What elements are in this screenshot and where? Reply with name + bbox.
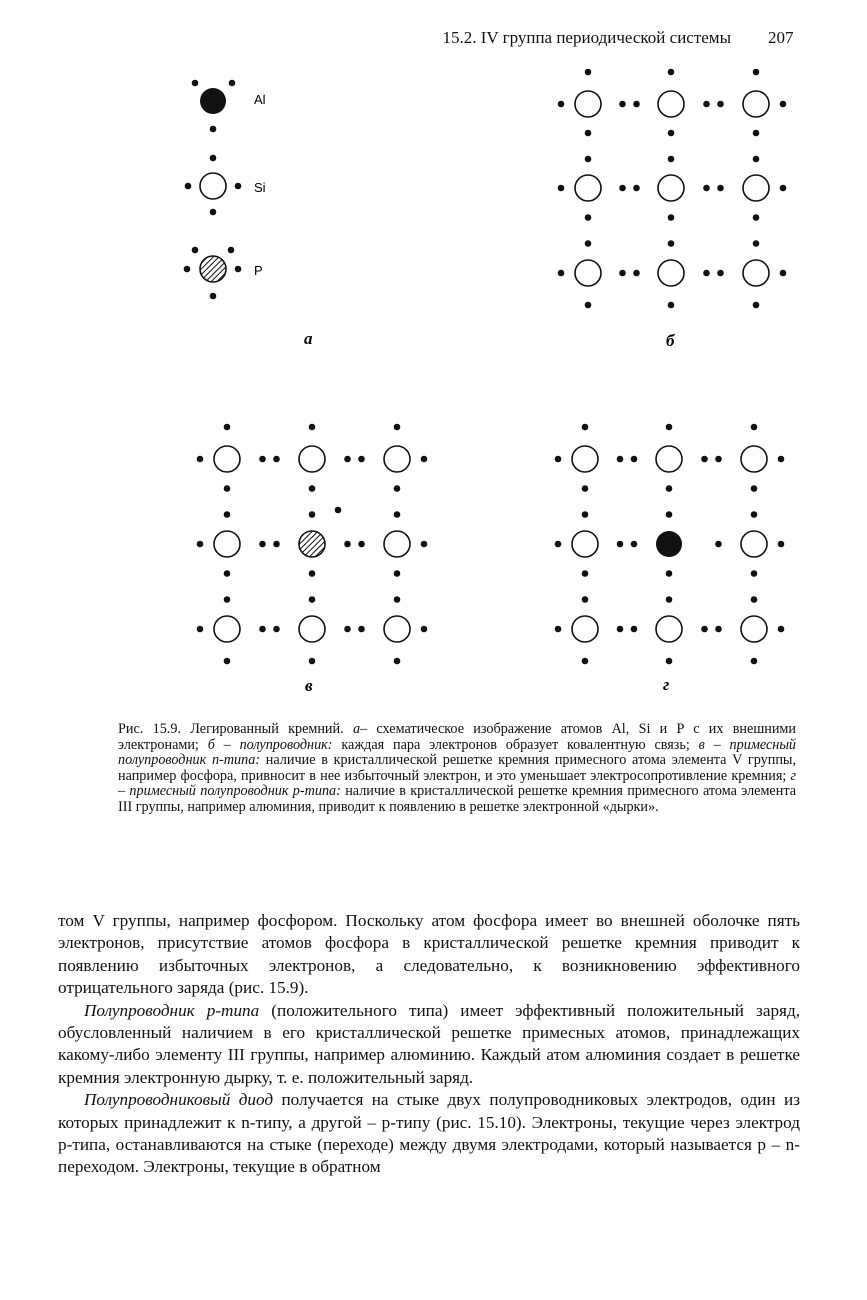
electron-dot xyxy=(555,626,562,633)
silicon-atom xyxy=(743,91,769,117)
electron-dot xyxy=(259,456,266,463)
electron-dot xyxy=(617,626,624,633)
silicon-atom xyxy=(656,446,682,472)
panel-a-atoms xyxy=(184,80,242,300)
electron-dot xyxy=(192,247,199,254)
silicon-atom xyxy=(384,446,410,472)
electron-dot xyxy=(421,626,428,633)
electron-dot xyxy=(631,456,638,463)
electron-dot xyxy=(358,626,365,633)
electron-dot xyxy=(633,270,640,277)
electron-dot xyxy=(197,456,204,463)
panel-label-g: г xyxy=(663,675,670,694)
paragraph-3-text: получается на стыке двух полупроводниковых электродов, один из которых принадлежит к n-типу, а другой – p-типу (рис. 15.10). Электроны, текущие через электрод p-типа, останавливаются на стыке (переходе) между двумя электродами, который называется p – n-переходом. Электроны, текущие в обратном xyxy=(58,1090,800,1177)
electron-dot xyxy=(585,156,592,163)
figure-caption xyxy=(118,722,796,816)
silicon-atom xyxy=(743,260,769,286)
silicon-atom xyxy=(658,91,684,117)
electron-dot xyxy=(394,596,401,603)
electron-dot xyxy=(582,485,589,492)
electron-dot xyxy=(273,626,280,633)
caption-g-label: г – примесный полупроводник p-типа: xyxy=(118,767,796,800)
phosphorus-atom xyxy=(299,531,325,557)
silicon-atom xyxy=(658,260,684,286)
electron-dot xyxy=(210,293,217,300)
electron-dot xyxy=(259,626,266,633)
electron-dot xyxy=(394,485,401,492)
electron-dot xyxy=(668,130,675,137)
electron-dot xyxy=(751,658,758,665)
electron-dot xyxy=(344,626,351,633)
caption-a-text: – схематическое изображение атомов Al, Si и P с их внешними электронами; xyxy=(118,721,797,753)
caption-b-label: б – полупроводник: xyxy=(207,736,333,753)
electron-dot xyxy=(585,69,592,76)
electron-dot xyxy=(778,541,785,548)
electron-dot xyxy=(558,101,565,108)
electron-dot xyxy=(617,456,624,463)
electron-dot xyxy=(185,183,192,190)
electron-dot xyxy=(666,511,673,518)
electron-dot xyxy=(309,658,316,665)
electron-dot xyxy=(224,658,231,665)
electron-dot xyxy=(666,596,673,603)
panel-label-v: в xyxy=(305,676,313,695)
electron-dot xyxy=(619,101,626,108)
silicon-atom xyxy=(656,616,682,642)
electron-dot xyxy=(394,570,401,577)
electron-dot xyxy=(358,456,365,463)
electron-dot xyxy=(701,456,708,463)
electron-dot xyxy=(210,155,217,162)
electron-dot xyxy=(751,424,758,431)
caption-g-text: наличие в кристаллической решетке кремния примесного атома элемента III группы, например алюминия, приводит к появлению в решетке электронной «дырки». xyxy=(118,783,796,815)
electron-dot xyxy=(192,80,199,87)
electron-dot xyxy=(778,626,785,633)
electron-dot xyxy=(751,596,758,603)
silicon-atom xyxy=(575,91,601,117)
electron-dot xyxy=(394,658,401,665)
electron-dot xyxy=(631,626,638,633)
electron-dot xyxy=(753,240,760,247)
electron-dot xyxy=(309,570,316,577)
electron-dot xyxy=(197,541,204,548)
electron-dot xyxy=(309,485,316,492)
electron-dot xyxy=(631,541,638,548)
electron-dot xyxy=(753,302,760,309)
electron-dot xyxy=(668,240,675,247)
term-p-type: Полупроводник p-типа xyxy=(84,1000,260,1020)
electron-dot xyxy=(224,485,231,492)
electron-dot xyxy=(235,266,242,273)
electron-dot xyxy=(666,658,673,665)
paragraph-2-text: (положительного типа) имеет эффективный положительный заряд, обусловленный наличием в его кристаллической решетке примесных атомов, принадлежащих какому-либо элементу III группы, например алюминию. Каждый атом алюминия создает в решетке кремния электронную дырку, т. е. положительный заряд. xyxy=(58,1000,800,1087)
electron-dot xyxy=(715,541,722,548)
silicon-atom xyxy=(214,446,240,472)
paragraph-1: том V группы, например фосфором. Поскольку атом фосфора имеет во внешней оболочке пять электронов, присутствие атомов фосфора в кристаллической решетке кремния приводит к появлению избыточных электронов, а следовательно, к возникновению эффективного отрицательного заряда (рис. 15.9). xyxy=(58,911,800,998)
caption-title: Легированный кремний. xyxy=(190,721,344,737)
electron-dot xyxy=(582,511,589,518)
silicon-atom xyxy=(572,531,598,557)
electron-dot xyxy=(753,156,760,163)
page-number: 207 xyxy=(768,28,794,47)
silicon-atom xyxy=(575,175,601,201)
electron-dot xyxy=(780,101,787,108)
electron-dot xyxy=(717,101,724,108)
silicon-atom xyxy=(214,531,240,557)
electron-dot xyxy=(555,541,562,548)
term-diode: Полупроводниковый диод xyxy=(84,1090,274,1110)
electron-dot xyxy=(558,185,565,192)
panel-label-a: а xyxy=(304,329,313,348)
electron-dot xyxy=(633,185,640,192)
electron-dot xyxy=(558,270,565,277)
panel-v-n-type-lattice xyxy=(197,424,428,665)
electron-dot xyxy=(224,424,231,431)
electron-dot xyxy=(751,511,758,518)
running-title: 15.2. IV группа периодической системы xyxy=(442,28,731,47)
electron-dot xyxy=(197,626,204,633)
electron-dot xyxy=(309,596,316,603)
electron-dot xyxy=(273,456,280,463)
silicon-atom xyxy=(658,175,684,201)
electron-dot xyxy=(582,596,589,603)
panel-label-b: б xyxy=(666,331,675,350)
aluminum-atom xyxy=(200,88,226,114)
electron-dot xyxy=(309,511,316,518)
electron-dot xyxy=(668,69,675,76)
electron-dot xyxy=(703,185,710,192)
electron-dot xyxy=(421,541,428,548)
electron-dot xyxy=(421,456,428,463)
electron-dot xyxy=(585,214,592,221)
electron-dot xyxy=(668,214,675,221)
aluminum-atom xyxy=(656,531,682,557)
electron-dot xyxy=(668,302,675,309)
electron-dot xyxy=(751,570,758,577)
electron-dot xyxy=(753,69,760,76)
electron-dot xyxy=(210,209,217,216)
electron-dot xyxy=(582,658,589,665)
electron-dot xyxy=(394,511,401,518)
silicon-atom xyxy=(384,531,410,557)
caption-fig-ref: Рис. 15.9. xyxy=(118,721,181,737)
silicon-atom xyxy=(200,173,226,199)
electron-dot xyxy=(633,101,640,108)
caption-b-text: каждая пара электронов образует ковалентную связь; xyxy=(341,736,690,753)
body-text xyxy=(58,910,800,1179)
electron-dot xyxy=(273,541,280,548)
panel-b-lattice xyxy=(558,69,787,309)
electron-dot xyxy=(585,130,592,137)
atom-label-si: Si xyxy=(254,180,266,195)
silicon-atom xyxy=(741,531,767,557)
electron-dot xyxy=(224,596,231,603)
electron-dot xyxy=(210,126,217,133)
electron-dot xyxy=(703,270,710,277)
silicon-atom xyxy=(572,446,598,472)
electron-dot xyxy=(780,270,787,277)
silicon-atom xyxy=(572,616,598,642)
panel-g-p-type-lattice xyxy=(555,424,785,665)
electron-dot xyxy=(778,456,785,463)
electron-dot xyxy=(753,214,760,221)
electron-dot xyxy=(224,511,231,518)
electron-dot xyxy=(585,240,592,247)
electron-dot xyxy=(555,456,562,463)
electron-dot xyxy=(715,626,722,633)
electron-dot xyxy=(668,156,675,163)
electron-dot xyxy=(701,626,708,633)
electron-dot xyxy=(666,570,673,577)
electron-dot xyxy=(717,270,724,277)
electron-dot xyxy=(309,424,316,431)
caption-a-label: а xyxy=(352,721,361,737)
paragraph-3 xyxy=(58,1089,800,1179)
electron-dot xyxy=(582,424,589,431)
electron-dot xyxy=(335,507,342,514)
caption-v-text: наличие в кристаллической решетке кремния примесного атома элемента V группы, например фосфора, привносит в нее избыточный электрон, и это уменьшает электросопротивление кремния; xyxy=(118,752,796,784)
electron-dot xyxy=(259,541,266,548)
electron-dot xyxy=(717,185,724,192)
caption-v-label: в – примесный полупроводник n-типа: xyxy=(118,736,797,769)
electron-dot xyxy=(619,185,626,192)
silicon-atom xyxy=(743,175,769,201)
electron-dot xyxy=(703,101,710,108)
electron-dot xyxy=(224,570,231,577)
silicon-atom xyxy=(299,446,325,472)
silicon-atom xyxy=(384,616,410,642)
silicon-atom xyxy=(575,260,601,286)
electron-dot xyxy=(582,570,589,577)
silicon-atom xyxy=(741,446,767,472)
electron-dot xyxy=(715,456,722,463)
paragraph-2 xyxy=(58,1000,800,1090)
electron-dot xyxy=(619,270,626,277)
electron-dot xyxy=(666,485,673,492)
silicon-atom xyxy=(741,616,767,642)
electron-dot xyxy=(617,541,624,548)
silicon-atom xyxy=(299,616,325,642)
electron-dot xyxy=(358,541,365,548)
electron-dot xyxy=(751,485,758,492)
electron-dot xyxy=(780,185,787,192)
silicon-atom xyxy=(214,616,240,642)
electron-dot xyxy=(585,302,592,309)
phosphorus-atom xyxy=(200,256,226,282)
electron-dot xyxy=(344,456,351,463)
electron-dot xyxy=(344,541,351,548)
electron-dot xyxy=(229,80,236,87)
electron-dot xyxy=(184,266,191,273)
atom-label-p: P xyxy=(254,263,263,278)
atom-label-al: Al xyxy=(254,92,266,107)
electron-dot xyxy=(753,130,760,137)
electron-dot xyxy=(394,424,401,431)
electron-dot xyxy=(228,247,235,254)
electron-dot xyxy=(235,183,242,190)
electron-dot xyxy=(666,424,673,431)
